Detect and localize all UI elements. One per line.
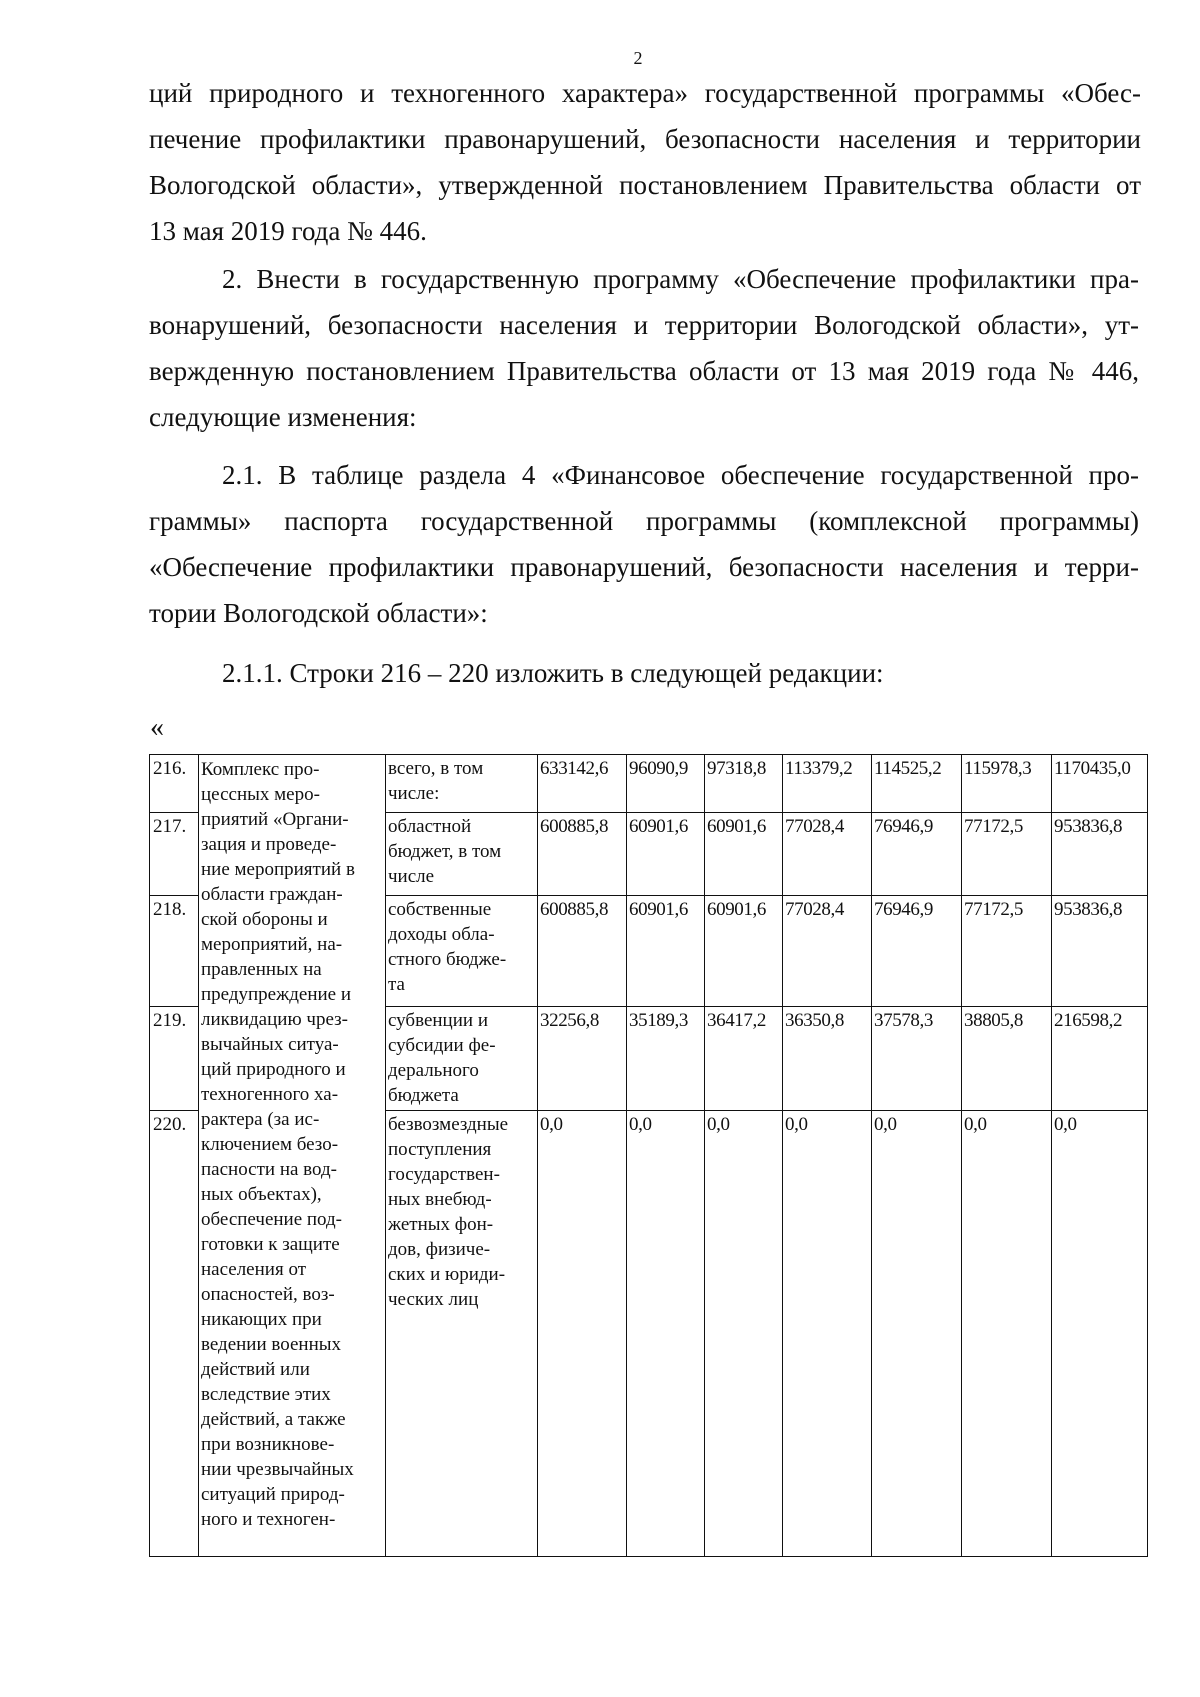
description-line: ключением безо- [201, 1134, 339, 1155]
source-cell [386, 813, 538, 896]
value-cell: 953836,8 [1052, 813, 1148, 896]
value-cell: 114525,2 [872, 755, 962, 813]
value-cell: 77028,4 [783, 896, 872, 1007]
source-line: государствен- [388, 1164, 500, 1185]
table-row [150, 755, 1148, 813]
financing-table [149, 754, 1148, 1557]
description-line: нии чрезвычайных [201, 1459, 354, 1480]
value-cell: 77172,5 [962, 896, 1052, 1007]
description-line: ситуаций природ- [201, 1484, 345, 1505]
paragraph-line: Вологодской области», утвержденной постановлением Правительства области от [149, 170, 1141, 200]
value-cell: 96090,9 [627, 755, 705, 813]
source-line: бюджет, в том [388, 841, 502, 862]
source-line: числе [388, 866, 435, 887]
value-cell: 36417,2 [705, 1007, 783, 1111]
source-line: та [388, 974, 405, 995]
row-number: 216. [150, 755, 199, 813]
value-cell: 60901,6 [627, 896, 705, 1007]
description-line: при возникнове- [201, 1434, 335, 1455]
value-cell: 60901,6 [705, 896, 783, 1007]
value-cell: 113379,2 [783, 755, 872, 813]
paragraph-line: ций природного и техногенного характера» государственной программы «Обес- [149, 78, 1141, 108]
value-cell: 35189,3 [627, 1007, 705, 1111]
value-cell: 600885,8 [538, 813, 627, 896]
value-cell: 76946,9 [872, 813, 962, 896]
source-line: жетных фон- [388, 1214, 494, 1235]
description-line: ных объектах), [201, 1184, 322, 1205]
value-cell: 0,0 [538, 1111, 627, 1557]
description-line: приятий «Органи- [201, 809, 349, 830]
description-line: населения от [201, 1259, 306, 1280]
description-line: вследствие этих [201, 1384, 331, 1405]
value-cell: 633142,6 [538, 755, 627, 813]
value-cell: 60901,6 [627, 813, 705, 896]
source-cell [386, 896, 538, 1007]
description-line: зация и проведе- [201, 834, 337, 855]
source-line: субсидии фе- [388, 1035, 496, 1056]
value-cell: 953836,8 [1052, 896, 1148, 1007]
value-cell: 115978,3 [962, 755, 1052, 813]
source-line: бюджета [388, 1085, 459, 1106]
description-line: ликвидацию чрез- [201, 1009, 348, 1030]
source-line: ческих лиц [388, 1289, 479, 1310]
source-line: областной [388, 816, 472, 837]
value-cell: 0,0 [627, 1111, 705, 1557]
source-line: всего, в том [388, 758, 484, 779]
description-line: ций природного и [201, 1059, 346, 1080]
description-line: готовки к защите [201, 1234, 340, 1255]
value-cell: 0,0 [1052, 1111, 1148, 1557]
description-line: правленных на [201, 959, 322, 980]
source-line: ских и юриди- [388, 1264, 506, 1285]
source-line: субвенции и [388, 1010, 488, 1031]
value-cell: 77028,4 [783, 813, 872, 896]
description-line: предупреждение и [201, 984, 352, 1005]
source-line: числе: [388, 783, 440, 804]
paragraph-line: следующие изменения: [149, 402, 417, 432]
value-cell: 600885,8 [538, 896, 627, 1007]
description-line: действий или [201, 1359, 310, 1380]
paragraph-4 [149, 650, 1139, 696]
description-line: техногенного ха- [201, 1084, 339, 1105]
paragraph-3 [149, 452, 1139, 636]
row-number: 219. [150, 1007, 199, 1111]
description-line: никающих при [201, 1309, 322, 1330]
paragraph-line: тории Вологодской области»: [149, 598, 488, 628]
row-number: 220. [150, 1111, 199, 1557]
value-cell: 60901,6 [705, 813, 783, 896]
paragraph-line: 2.1. В таблице раздела 4 «Финансовое обеспечение государственной про- [222, 460, 1139, 490]
paragraph-line: 2. Внести в государственную программу «Обеспечение профилактики пра- [222, 264, 1139, 294]
description-line: вычайных ситуа- [201, 1034, 339, 1055]
description-line: ведении военных [201, 1334, 342, 1355]
source-cell [386, 1111, 538, 1557]
description-line: области граждан- [201, 884, 343, 905]
page-number: 2 [633, 48, 643, 68]
description-line: ного и техноген- [201, 1509, 336, 1530]
paragraph-line: печение профилактики правонарушений, безопасности населения и территории [149, 124, 1141, 154]
description-line: ской обороны и [201, 909, 328, 930]
source-cell [386, 755, 538, 813]
source-line: доходы обла- [388, 924, 495, 945]
source-line: собственные [388, 899, 492, 920]
description-line: рактера (за ис- [201, 1109, 320, 1130]
value-cell: 0,0 [705, 1111, 783, 1557]
row-number: 217. [150, 813, 199, 896]
value-cell: 0,0 [962, 1111, 1052, 1557]
source-line: ных внебюд- [388, 1189, 492, 1210]
paragraph-line: вержденную постановлением Правительства области от 13 мая 2019 года № 446, [149, 356, 1139, 386]
opening-quote-mark: « [150, 712, 164, 743]
source-line: стного бюдже- [388, 949, 507, 970]
value-cell: 36350,8 [783, 1007, 872, 1111]
shared-description-cell [199, 755, 386, 1557]
paragraph-line: граммы» паспорта государственной программы (комплексной программы) [149, 506, 1139, 536]
value-cell: 97318,8 [705, 755, 783, 813]
value-cell: 37578,3 [872, 1007, 962, 1111]
value-cell: 1170435,0 [1052, 755, 1148, 813]
source-cell [386, 1007, 538, 1111]
description-line: мероприятий, на- [201, 934, 343, 955]
description-line: опасностей, воз- [201, 1284, 335, 1305]
value-cell: 0,0 [872, 1111, 962, 1557]
description-line: ние мероприятий в [201, 859, 355, 880]
paragraph-line: 13 мая 2019 года № 446. [149, 216, 427, 246]
value-cell: 32256,8 [538, 1007, 627, 1111]
value-cell: 38805,8 [962, 1007, 1052, 1111]
paragraph-line: «Обеспечение профилактики правонарушений, безопасности населения и терри- [149, 552, 1139, 582]
source-line: поступления [388, 1139, 492, 1160]
paragraph-1 [149, 70, 1141, 254]
value-cell: 216598,2 [1052, 1007, 1148, 1111]
row-number: 218. [150, 896, 199, 1007]
paragraph-line: вонарушений, безопасности населения и территории Вологодской области», ут- [149, 310, 1139, 340]
description-line: обеспечение под- [201, 1209, 343, 1230]
description-line: пасности на вод- [201, 1159, 337, 1180]
description-line: действий, а также [201, 1409, 346, 1430]
description-line: цессных меро- [201, 784, 320, 805]
source-line: дерального [388, 1060, 479, 1081]
value-cell: 76946,9 [872, 896, 962, 1007]
description-line: Комплекс про- [201, 759, 320, 780]
value-cell: 0,0 [783, 1111, 872, 1557]
paragraph-2 [149, 256, 1139, 440]
source-line: безвозмездные [388, 1114, 509, 1135]
paragraph-line: 2.1.1. Строки 216 – 220 изложить в следующей редакции: [222, 658, 884, 688]
value-cell: 77172,5 [962, 813, 1052, 896]
source-line: дов, физиче- [388, 1239, 491, 1260]
